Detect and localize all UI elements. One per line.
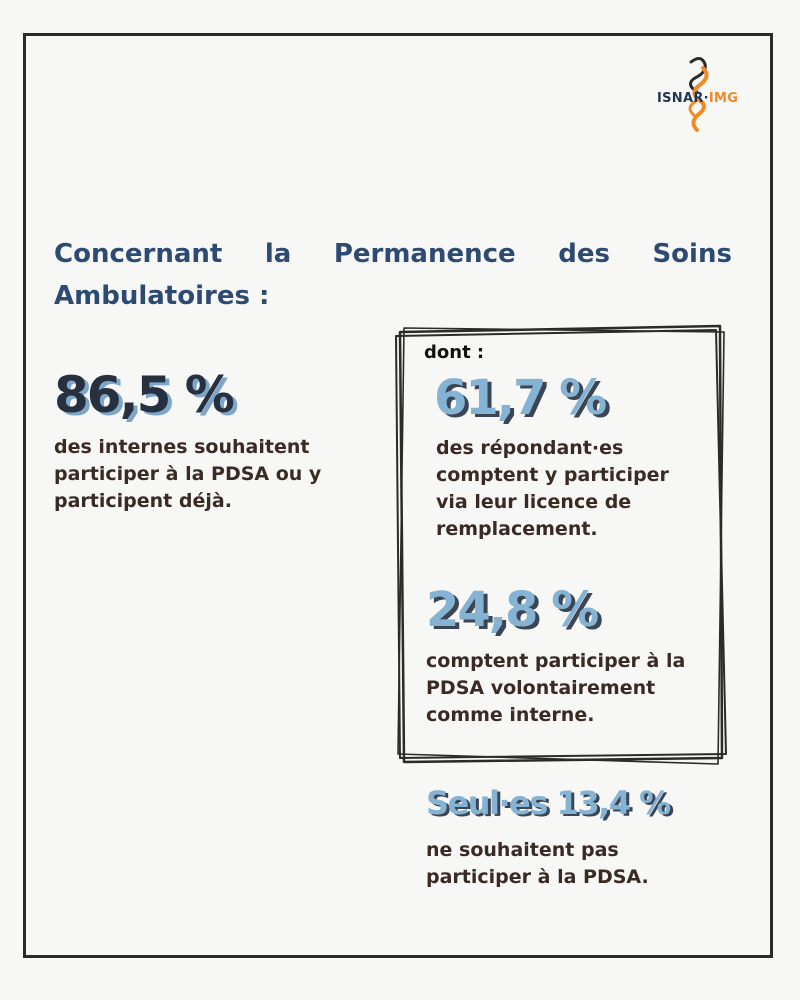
left-stat-line: des internes souhaitent (54, 436, 310, 458)
left-stat-value: 86,5 % (54, 366, 233, 424)
box-stat1-line: comptent y participer (436, 464, 669, 486)
bottom-stat-text (426, 837, 649, 891)
bottom-stat-line: ne souhaitent pas (426, 839, 619, 861)
heading-line-2: Ambulatoires : (54, 281, 270, 311)
heading-word: Permanence (333, 239, 516, 269)
left-stat-line: participer à la PDSA ou y (54, 463, 322, 485)
logo-wordmark (657, 91, 738, 106)
isnar-img-logo (655, 56, 755, 136)
logo-text-part1: ISNAR· (657, 91, 709, 106)
box-stat1-line: remplacement. (436, 518, 598, 540)
box-stat2-line: PDSA volontairement (426, 677, 656, 699)
heading-line-1 (54, 233, 732, 275)
left-stat-line: participent déjà. (54, 490, 232, 512)
box-stat2-line: comme interne. (426, 704, 595, 726)
heading-word: Soins (652, 239, 732, 269)
box-stat2-text (426, 648, 685, 729)
heading-word: Concernant (54, 239, 223, 269)
heading-word: des (558, 239, 610, 269)
left-stat-text (54, 434, 321, 515)
box-stat1-line: via leur licence de (436, 491, 632, 513)
bottom-stat-line: participer à la PDSA. (426, 866, 649, 888)
box-label: dont : (424, 342, 485, 363)
heading-word: la (264, 239, 292, 269)
logo-text-part2: IMG (708, 91, 739, 106)
box-stat2-value: 24,8 % (426, 582, 598, 638)
bottom-stat-value: Seul·es 13,4 % (426, 784, 670, 822)
page-heading (54, 233, 732, 317)
box-stat1-value: 61,7 % (434, 370, 606, 426)
box-stat1-line: des répondant·es (436, 437, 624, 459)
box-stat2-line: comptent participer à la (426, 650, 686, 672)
box-stat1-text (436, 435, 669, 543)
